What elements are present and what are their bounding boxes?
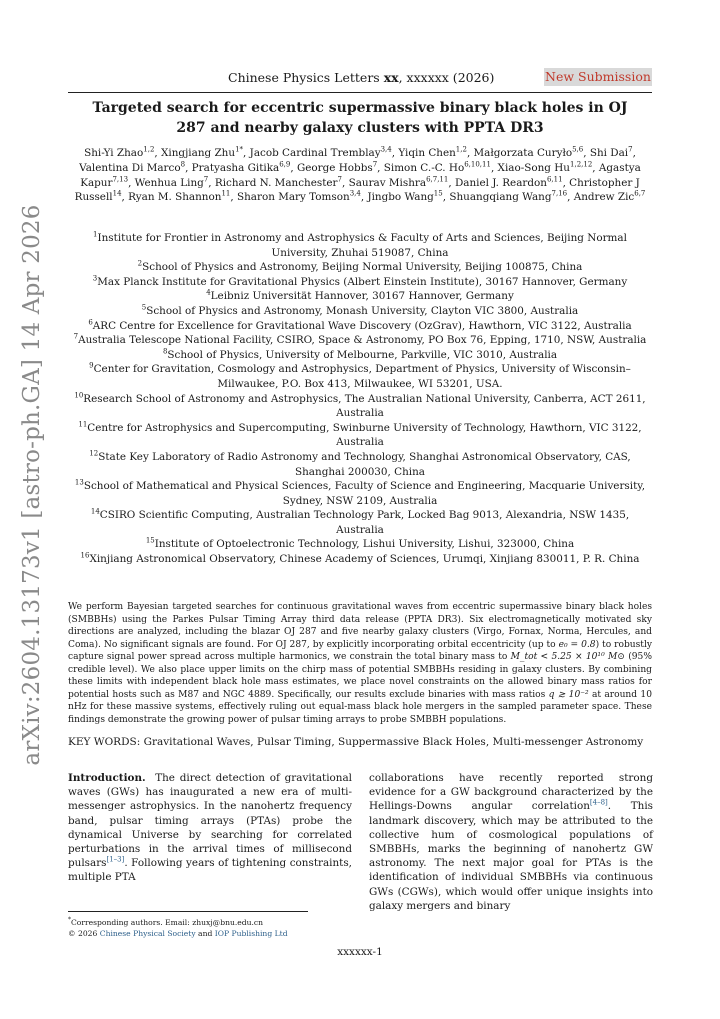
affiliation-number: 15	[145, 537, 155, 545]
author-name: Jacob Cardinal Tremblay	[249, 147, 381, 159]
page-number: xxxxxx-1	[337, 946, 383, 958]
author-affiliation-marker: 1,2,12	[570, 160, 593, 169]
affiliation-text: School of Mathematical and Physical Sciences, Faculty of Science and Engineering, Macquarie University, Sydney, NSW 2109, Australia	[83, 480, 646, 507]
affiliation	[66, 231, 654, 260]
paper-title: Targeted search for eccentric supermassive binary black holes in OJ 287 and nearby galaxy clusters with PPTA DR3	[92, 100, 628, 136]
corresponding-text: Corresponding authors. Email: zhuxj@bnu.edu.cn	[71, 918, 264, 927]
body-column-right	[369, 771, 653, 913]
author-name: Ryan M. Shannon	[128, 191, 222, 204]
author	[398, 147, 467, 159]
copyright-line	[68, 929, 288, 940]
arxiv-margin-stamp	[12, 204, 52, 766]
author-name: Richard N. Manchester	[214, 176, 338, 189]
affiliation	[66, 552, 654, 567]
author-name: Xingjiang Zhu	[161, 147, 236, 159]
author-affiliation-marker: 6,9	[279, 160, 291, 169]
author-name: Christopher J Russell	[74, 176, 640, 204]
affiliation	[66, 421, 654, 450]
affiliation-text: Research School of Astronomy and Astrophysics, The Australian National University, Canberra, ACT 2611, Australia	[83, 392, 646, 420]
running-head	[228, 70, 494, 85]
intro-text-2: . Following years of tightening constraints, multiple PTA	[68, 857, 352, 884]
footnote	[68, 918, 288, 939]
abstract-eccentricity: e₀ = 0.8	[558, 639, 596, 650]
affiliation-text: Institute for Frontier in Astronomy and Astrophysics & Faculty of Arts and Sciences, Beijing Normal University, Zhuhai 519087, China	[97, 232, 627, 259]
affiliation-number: 8	[162, 347, 168, 356]
affiliation-text: Leibniz Universität Hannover, 30167 Hannover, Germany	[210, 290, 514, 303]
author-affiliation-marker: 1,2	[455, 145, 467, 154]
author-affiliation-marker: 6,11	[546, 175, 563, 184]
affiliation	[66, 304, 654, 319]
affiliation-text: Xinjiang Astronomical Observatory, Chinese Academy of Sciences, Urumqi, Xinjiang 830011, P. R. China	[89, 553, 640, 566]
footnote-rule	[68, 911, 308, 912]
affiliation-number: 12	[89, 449, 99, 458]
author	[474, 147, 584, 159]
author	[237, 191, 361, 203]
affiliation-text: School of Physics and Astronomy, Beijing Normal University, Beijing 100875, China	[142, 261, 583, 274]
submission-badge: New Submission	[545, 69, 651, 84]
affiliation-number: 1	[93, 230, 98, 239]
intro-text-3: collaborations have recently reported strong evidence for a GW background characterized by the Hellings-Downs angular correlation	[369, 772, 653, 813]
corresponding-author-note	[68, 918, 288, 929]
author-name: Pratyasha Gitika	[191, 161, 280, 174]
abstract-text-2: ) to robustly capture signal power spread across multiple harmonics, we constrain the total binary mass to	[68, 639, 652, 662]
body-column-left	[68, 771, 352, 885]
author-name: Valentina Di Marco	[79, 161, 181, 174]
author-name: Daniel J. Reardon	[454, 176, 547, 189]
author	[498, 162, 593, 174]
author-name: Agastya Kapur	[80, 161, 641, 189]
affiliation	[66, 319, 654, 334]
author-affiliation-marker: 7	[337, 175, 342, 184]
affiliation-number: 2	[137, 259, 143, 268]
abstract-text-4: at around 10 nHz for these massive systems, effectively ruling out equal-mass black hole mergers in the sampled parameter space. These findings demonstrate the growing power of pulsar timing arrays to probe SMBBH populations.	[68, 689, 652, 725]
affiliation-text: CSIRO Scientific Computing, Australian Technology Park, Locked Bag 9013, Alexandria, NSW 1435, Australia	[99, 509, 630, 536]
author	[135, 177, 209, 189]
author-affiliation-marker: 5,6	[572, 145, 584, 154]
author-name: Jingbo Wang	[367, 191, 434, 204]
affiliation	[66, 260, 654, 275]
affiliation-number: 11	[78, 420, 88, 429]
author-affiliation-marker: 3,4	[349, 189, 361, 198]
affiliation-number: 6	[88, 318, 93, 327]
author-affiliation-marker: 6,7,11	[426, 175, 449, 184]
author-name: Wenhua Ling	[134, 176, 204, 189]
citation-link[interactable]: [4–8]	[589, 798, 608, 807]
affiliation-number: 4	[206, 288, 211, 297]
affiliation-text: School of Physics and Astronomy, Monash University, Clayton VIC 3800, Australia	[146, 304, 579, 317]
author	[192, 162, 291, 174]
author	[455, 177, 563, 189]
author-affiliation-marker: 14	[112, 189, 122, 198]
author-affiliation-marker: 3,4	[380, 145, 392, 154]
author	[349, 177, 449, 189]
author-affiliation-marker: 6,10,11	[464, 160, 491, 169]
affiliation	[66, 537, 654, 552]
author	[128, 191, 230, 203]
journal-issue-year: , xxxxxx (2026)	[398, 70, 495, 85]
affiliation	[66, 362, 654, 391]
author	[449, 191, 567, 203]
author-affiliation-marker: 1*	[235, 145, 244, 154]
author-affiliation-marker: 8	[180, 160, 186, 169]
affiliation-text: Institute of Optoelectronic Technology, Lishui University, Lishui, 323000, China	[154, 538, 575, 551]
affiliation	[66, 450, 654, 479]
abstract-mass-limit: M_tot < 5.25 × 10¹⁰ M⊙	[510, 652, 625, 662]
affiliation-text: Australia Telescope National Facility, CSIRO, Space & Astronomy, PO Box 76, Epping, 1710, NSW, Australia	[78, 334, 647, 347]
author-name: Yiqin Chen	[398, 147, 456, 159]
affiliation-text: Center for Gravitation, Cosmology and Astrophysics, Department of Physics, University of Wisconsin–Milwaukee, P.O. Box 413, Milwaukee, WI 53201, USA.	[93, 363, 631, 390]
footnote-mark: *	[68, 916, 71, 924]
affiliation	[66, 392, 654, 421]
affiliation	[66, 508, 654, 537]
author-affiliation-marker: 11	[221, 189, 231, 198]
journal-volume: xx	[383, 70, 399, 85]
author-name: Małgorzata Curyło	[473, 147, 573, 159]
author-affiliation-marker: 6,7	[634, 189, 646, 198]
intro-text-1: The direct detection of gravitational waves (GWs) has inaugurated a new era of multi-messenger astrophysics. In the nanohertz frequency band, pulsar timing arrays (PTAs) probe the dynamical Universe by searching for correlated perturbations in the arrival times of millisecond pulsars	[68, 772, 352, 870]
author-name: Shi Dai	[589, 147, 629, 159]
author-affiliation-marker: 7	[628, 145, 633, 154]
author-affiliation-marker: 15	[433, 189, 443, 198]
author-affiliation-marker: 7,16	[551, 189, 568, 198]
journal-name: Chinese Physics Letters	[228, 70, 380, 85]
abstract-text-3: (95% credible level). We also place upper limits on the chirp mass of potential SMBBHs residing in galaxy clusters. By combining these limits with independent black hole mass estimates, we place novel constraints on the allowed binary mass ratios for potential hosts such as M87 and NGC 4889. Specifically, our results exclude binaries with mass ratios	[68, 652, 652, 700]
author	[574, 191, 646, 203]
abstract-text-1: We perform Bayesian targeted searches for continuous gravitational waves from eccentric supermassive binary black holes (SMBBHs) using the Parkes Pulsar Timing Array third data release (PPTA DR3). Six electromagnetically motivated sky directions are analyzed, including the blazar OJ 287 and five nearby galaxy clusters (Virgo, Fornax, Norma, Hercules, and Coma). No significant signals are found. For OJ 287, by explicitly incorporating orbital eccentricity (up to	[68, 602, 652, 650]
affiliation-list	[66, 231, 654, 567]
section-heading: Introduction.	[68, 772, 146, 784]
author-name: Andrew Zic	[573, 191, 635, 204]
author-name: Xiao-Song Hu	[497, 161, 571, 174]
affiliation-text: Centre for Astrophysics and Supercomputing, Swinburne University of Technology, Hawthorn, VIC 3122, Australia	[87, 421, 642, 449]
abstract	[68, 601, 652, 726]
affiliation-text: School of Physics, University of Melbourne, Parkville, VIC 3010, Australia	[167, 348, 558, 361]
affiliation-number: 3	[92, 274, 98, 283]
author	[161, 147, 243, 159]
affiliation-number: 16	[80, 551, 90, 560]
author	[297, 162, 377, 174]
affiliation-number: 10	[74, 391, 84, 400]
affiliation-number: 7	[73, 332, 79, 341]
society-link[interactable]: Chinese Physical Society	[99, 928, 196, 938]
affiliation-text: Max Planck Institute for Gravitational Physics (Albert Einstein Institute), 30167 Hannover, Germany	[97, 275, 628, 288]
header-rule	[68, 92, 652, 93]
author-name: Shi-Yi Zhao	[84, 147, 144, 159]
author	[79, 162, 185, 174]
copyright-and: and	[198, 928, 213, 938]
intro-text-4: . This landmark discovery, which may be attributed to the collective hum of cosmological populations of SMBBHs, marks the beginning of nanohertz GW astronomy. The next major goal for PTAs is the identification of individual SMBBHs via continuous GWs (CGWs), which would offer unique insights into galaxy mergers and binary	[369, 800, 653, 912]
keywords: KEY WORDS: Gravitational Waves, Pulsar Timing, Suppermassive Black Holes, Multi-messenger Astronomy	[68, 736, 644, 748]
affiliation-number: 9	[89, 361, 94, 370]
author-name: Shuangqiang Wang	[449, 191, 552, 204]
affiliation-number: 5	[141, 303, 147, 312]
citation-link[interactable]: [1–3]	[106, 855, 125, 864]
affiliation	[66, 289, 654, 304]
author	[367, 191, 442, 203]
affiliation-number: 13	[74, 478, 84, 487]
affiliation-number: 14	[90, 507, 100, 516]
affiliation	[66, 479, 654, 508]
author-affiliation-marker: 7	[203, 175, 209, 184]
author-name: George Hobbs	[296, 161, 373, 174]
author	[384, 162, 491, 174]
affiliation	[66, 348, 654, 363]
affiliation	[66, 333, 654, 348]
author-name: Saurav Mishra	[348, 176, 427, 189]
arxiv-id-text: arXiv:2604.13173v1 [astro-ph.GA] 14 Apr 2026	[19, 204, 45, 766]
abstract-mass-ratio: q ≳ 10⁻²	[548, 689, 589, 700]
affiliation	[66, 275, 654, 290]
publisher-link[interactable]: IOP Publishing Ltd	[214, 928, 288, 938]
author-affiliation-marker: 1,2	[143, 145, 155, 154]
author	[590, 147, 633, 159]
author-list: Shi-Yi Zhao$^{1,2}$, Xingjiang Zhu$^{1*}$, Jacob Cardinal Tremblay$^{3,4}$, Yiqin Chen$^{1,2}$, Małgorzata Curyło$^{5,6}$, Shi Dai$^7$, Valentina Di Marco$^8$, Pratyasha Gitika$^{6,9}$, George Hobbs$^7$, Simon C.-C. Ho$^{6,10,11}$, Xiao-Song Hu$^{1,2,12}$, Agastya Kapur$^{7,13}$, Wenhua Ling$^7$, Richard N. Manchester$^7$, Saurav Mishra$^{6,7,11}$, Daniel J. Reardon$^{6,11}$, Christopher J Russell$^{14}$, Ryan M. Shannon$^{11}$, Sharon Mary Tomson$^{3,4}$, Jingbo Wang$^{15}$, Shuangqiang Wang$^{7,16}$, Andrew Zic$^{6,7}$	[74, 145, 646, 204]
author-name: Simon C.-C. Ho	[383, 161, 465, 174]
affiliation-text: ARC Centre for Excellence for Gravitational Wave Discovery (OzGrav), Hawthorn, VIC 3122, Australia	[92, 319, 632, 332]
author-affiliation-marker: 7,13	[112, 175, 129, 184]
author-name: Sharon Mary Tomson	[236, 191, 350, 204]
author	[84, 147, 154, 159]
affiliation-text: State Key Laboratory of Radio Astronomy and Technology, Shanghai Astronomical Observatory, CAS, Shanghai 200030, China	[98, 450, 631, 478]
copyright-year: © 2026	[68, 928, 98, 938]
author-affiliation-marker: 7	[372, 160, 378, 169]
author	[250, 147, 392, 159]
author	[215, 177, 342, 189]
